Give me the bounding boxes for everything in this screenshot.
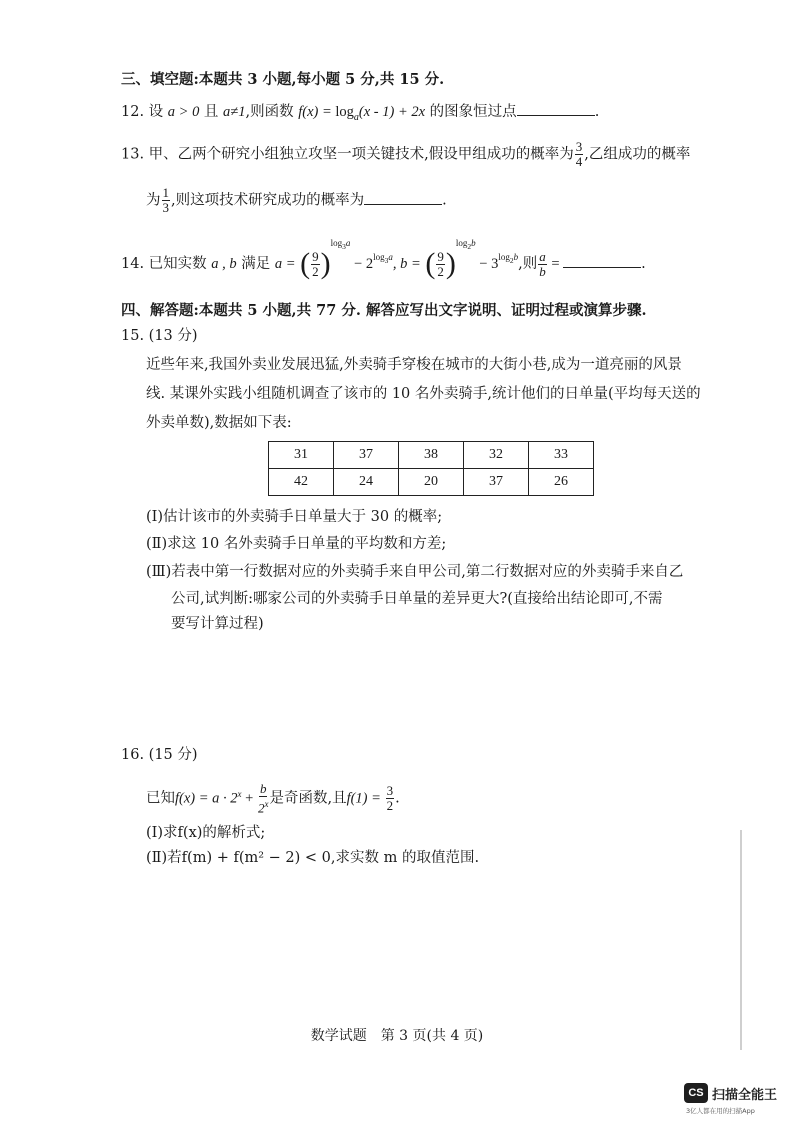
q12-cond2: a≠1 [223,104,246,120]
q16-f1: f(1) = [346,790,385,807]
q14-b-eq: , b = [392,256,421,272]
q14-ratio: $\frac{a}{b}$ [539,248,546,279]
table-cell: 20 [399,469,464,496]
scan-edge-shadow [740,830,742,1050]
q16-part1: (Ⅰ)求f(x)的解析式; [146,825,266,841]
q14-eq: = [547,256,564,272]
table-cell: 32 [464,442,529,469]
q13-frac1: $\frac{3}{4}$ [575,139,583,169]
q14-answer-blank[interactable] [563,253,641,268]
table-cell: 24 [334,469,399,496]
q15-part2: (Ⅱ)求这 10 名外卖骑手日单量的平均数和方差; [146,536,447,552]
q16-given [146,782,400,815]
q16-end: . [395,790,400,807]
q12-logbase: a [353,111,359,123]
q16-given-mid: 是奇函数,且 [269,790,347,807]
scanner-name: 扫描全能王 [712,1087,778,1103]
q15-part3b: 公司,试判断:哪家公司的外卖骑手日单量的差异更大?(直接给出结论即可,不需 [171,591,663,607]
q12-answer-blank[interactable] [517,101,595,116]
q14-end: . [641,256,646,272]
cs-logo-icon: CS [684,1083,708,1103]
q15-header: 15. (13 分) [121,328,198,344]
question-13-line2 [146,186,447,215]
q14-frac-a: $\frac{9}{2}$ [312,248,319,279]
q14-prefix: 14. 已知实数 [121,256,212,272]
q13-line2-pre: 为 [146,192,161,209]
q12-suffix: 的图象恒过点 [425,104,517,120]
q14-exp-b: log2b [455,238,476,251]
q16-header: 16. (15 分) [121,747,198,763]
q12-log: log [335,104,354,120]
table-cell: 38 [399,442,464,469]
q15-para2: 线. 某课外实践小组随机调查了该市的 10 名外卖骑手,统计他们的日单量(平均每天送的 [146,386,701,402]
q12-cond: a > 0 [167,104,200,120]
q14-exp-a: log3a [330,238,351,251]
q15-data-table [268,441,594,496]
scanner-logo [684,1083,777,1103]
q16-part2: (Ⅱ)若f(m) + f(m² − 2) < 0,求实数 m 的取值范围. [146,850,480,866]
q16-given-pre: 已知 [146,790,175,807]
q14-minus3: − 3 [475,256,499,272]
q16-plus: + [241,790,257,807]
q13-end: . [442,192,447,209]
q15-part3a: (Ⅲ)若表中第一行数据对应的外卖骑手来自甲公司,第二行数据对应的外卖骑手来自乙 [146,564,684,580]
q15-para3: 外卖单数),数据如下表: [146,415,292,431]
q13-line1: 13. 甲、乙两个研究小组独立攻坚一项关键技术,假设甲组成功的概率为 [121,146,574,163]
q13-line1-end: ,乙组成功的概率 [584,146,691,163]
table-row [269,442,594,469]
q14-exp-b2: log2b [498,252,519,265]
q14-minus2: − 2 [350,256,374,272]
q14-mid: 满足 [236,256,275,272]
table-cell: 37 [334,442,399,469]
q13-line2-mid: ,则这项技术研究成功的概率为 [171,192,365,209]
q14-then: ,则 [518,256,538,272]
q12-prefix: 12. 设 [121,104,168,120]
q15-para1: 近些年来,我国外卖业发展迅猛,外卖骑手穿梭在城市的大街小巷,成为一道亮丽的风景 [146,357,682,373]
question-14: 14. 已知实数 a , b 满足 a = ( $\frac{9}{2}$ )$^{log_3a} - 2^{log_3a}$, b = ( $\frac{9}{2}$ )$^{log_2b} - 3^{log_2b}$,则 $\frac{a}{b}$ = . [121,238,646,280]
q16-fx: f(x) = a · 2 [175,790,238,807]
scanner-tagline: 3亿人都在用的扫描App [686,1107,755,1115]
table-cell: 42 [269,469,334,496]
table-row [269,469,594,496]
table-cell: 33 [529,442,594,469]
q12-mid1: 且 [199,104,224,120]
q13-frac2: $\frac{1}{3}$ [162,185,169,215]
q14-a-eq: a = [274,256,296,272]
question-12 [121,101,599,128]
q15-part3c: 要写计算过程) [171,616,264,632]
section4-heading: 四、解答题:本题共 5 小题,共 77 分. 解答应写出文字说明、证明过程或演算步骤. [121,302,647,319]
q16-frac-val: $\frac{3}{2}$ [386,783,394,814]
q12-func: f(x) = [298,104,336,120]
q14-frac-b: $\frac{9}{2}$ [437,248,444,279]
q14-exp-a2: log3a [373,252,393,265]
q14-vars: a , b [211,256,237,272]
q12-arg: (x - 1) + 2x [358,104,426,120]
page-footer: 数学试题 第 3 页(共 4 页) [310,1028,484,1044]
table-cell: 31 [269,442,334,469]
q16-frac-b: $\frac{b}{2^x}$ [257,781,269,816]
q12-mid2: ,则函数 [245,104,299,120]
q15-part1: (Ⅰ)估计该市的外卖骑手日单量大于 30 的概率; [146,509,443,525]
section3-heading: 三、填空题:本题共 3 小题,每小题 5 分,共 15 分. [121,71,445,88]
q12-end: . [594,104,600,120]
question-13-line1 [121,140,690,169]
q13-answer-blank[interactable] [364,190,442,205]
table-cell: 26 [529,469,594,496]
q16-exp-x: x [237,788,242,799]
table-cell: 37 [464,469,529,496]
